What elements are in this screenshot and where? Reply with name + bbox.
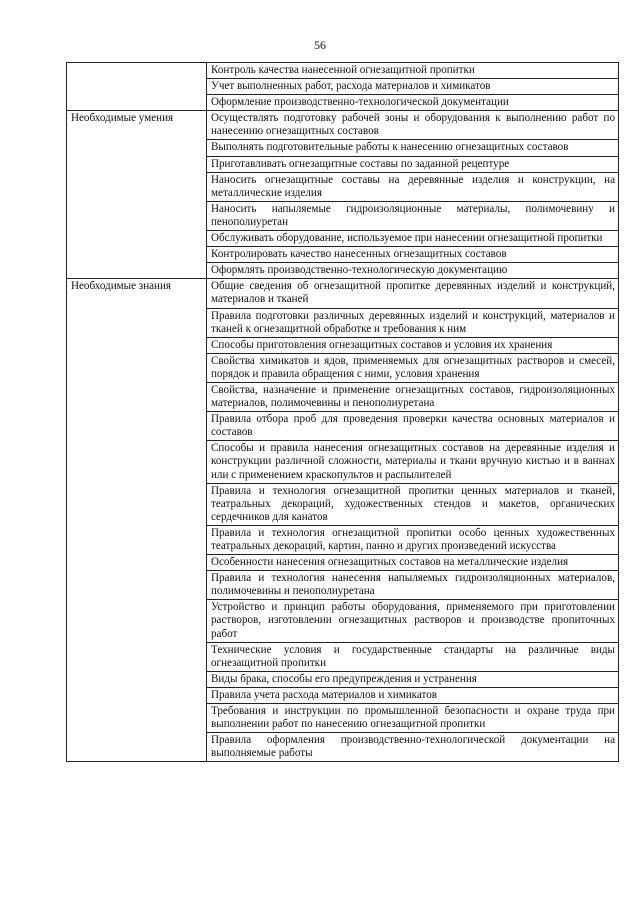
table-row — [67, 63, 619, 79]
requirement-item-cell: Обслуживать оборудование, используемое при нанесении огнезащитной пропитки — [207, 231, 619, 247]
table-body — [67, 63, 619, 762]
table-row — [67, 279, 619, 308]
requirement-item-cell: Осуществлять подготовку рабочей зоны и оборудования к выполнению работ по нанесению огнезащитных составов — [207, 111, 619, 140]
requirement-item-cell: Виды брака, способы его предупреждения и устранения — [207, 671, 619, 687]
requirement-item-cell: Контролировать качество нанесенных огнезащитных составов — [207, 247, 619, 263]
requirement-item-cell: Требования и инструкции по промышленной безопасности и охране труда при выполнении работ по нанесению огнезащитной пропитки — [207, 704, 619, 733]
requirement-item-cell: Технические условия и государственные стандарты на различные виды огнезащитной пропитки — [207, 642, 619, 671]
requirement-item-cell: Правила подготовки различных деревянных изделий и конструкций, материалов и тканей к огнезащитной обработке и требования к ним — [207, 308, 619, 337]
requirement-item-cell: Правила и технология огнезащитной пропитки ценных материалов и тканей, театральных декораций, художественных стендов и макетов, органических сердечников для канатов — [207, 483, 619, 525]
category-cell: Необходимые знания — [67, 279, 207, 762]
requirement-item-cell: Выполнять подготовительные работы к нанесению огнезащитных составов — [207, 140, 619, 156]
requirement-item-cell: Оформлять производственно-технологическую документацию — [207, 263, 619, 279]
page-number: 56 — [314, 38, 326, 52]
requirement-item-cell: Учет выполненных работ, расхода материалов и химикатов — [207, 79, 619, 95]
requirement-item-cell: Способы приготовления огнезащитных составов и условия их хранения — [207, 337, 619, 353]
requirement-item-cell: Устройство и принцип работы оборудования, применяемого при приготовлении растворов, изготовлении огнезащитных растворов и производстве пропиточных работ — [207, 600, 619, 642]
requirement-item-cell: Приготавливать огнезащитные составы по заданной рецептуре — [207, 156, 619, 172]
requirement-item-cell: Контроль качества нанесенной огнезащитной пропитки — [207, 63, 619, 79]
requirement-item-cell: Правила учета расхода материалов и химикатов — [207, 687, 619, 703]
requirement-item-cell: Особенности нанесения огнезащитных составов на металлические изделия — [207, 555, 619, 571]
requirements-table — [66, 62, 619, 762]
requirement-item-cell: Правила оформления производственно-технологической документации на выполняемые работы — [207, 733, 619, 762]
requirement-item-cell: Правила и технология огнезащитной пропитки особо ценных художественных театральных декораций, картин, панно и других произведений искусства — [207, 525, 619, 554]
category-cell: Необходимые умения — [67, 111, 207, 279]
requirement-item-cell: Правила отбора проб для проведения проверки качества основных материалов и составов — [207, 412, 619, 441]
requirement-item-cell: Способы и правила нанесения огнезащитных составов на деревянные изделия и конструкции различной сложности, материалы и ткани вручную кистью и в ваннах или с применением краскопультов и распылителей — [207, 441, 619, 483]
requirement-item-cell: Свойства химикатов и ядов, применяемых для огнезащитных растворов и смесей, порядок и правила обращения с ними, условия хранения — [207, 353, 619, 382]
requirement-item-cell: Наносить огнезащитные составы на деревянные изделия и конструкции, на металлические изделия — [207, 172, 619, 201]
requirement-item-cell: Наносить напыляемые гидроизоляционные материалы, полимочевину и пенополиуретан — [207, 201, 619, 230]
requirement-item-cell: Общие сведения об огнезащитной пропитке деревянных изделий и конструкций, материалов и тканей — [207, 279, 619, 308]
requirement-item-cell: Правила и технология нанесения напыляемых гидроизоляционных материалов, полимочевины и пенополиуретана — [207, 571, 619, 600]
requirement-item-cell: Оформление производственно-технологической документации — [207, 95, 619, 111]
table-row — [67, 111, 619, 140]
requirement-item-cell: Свойства, назначение и применение огнезащитных составов, гидроизоляционных материалов, полимочевины и пенополиуретана — [207, 382, 619, 411]
category-cell — [67, 63, 207, 111]
